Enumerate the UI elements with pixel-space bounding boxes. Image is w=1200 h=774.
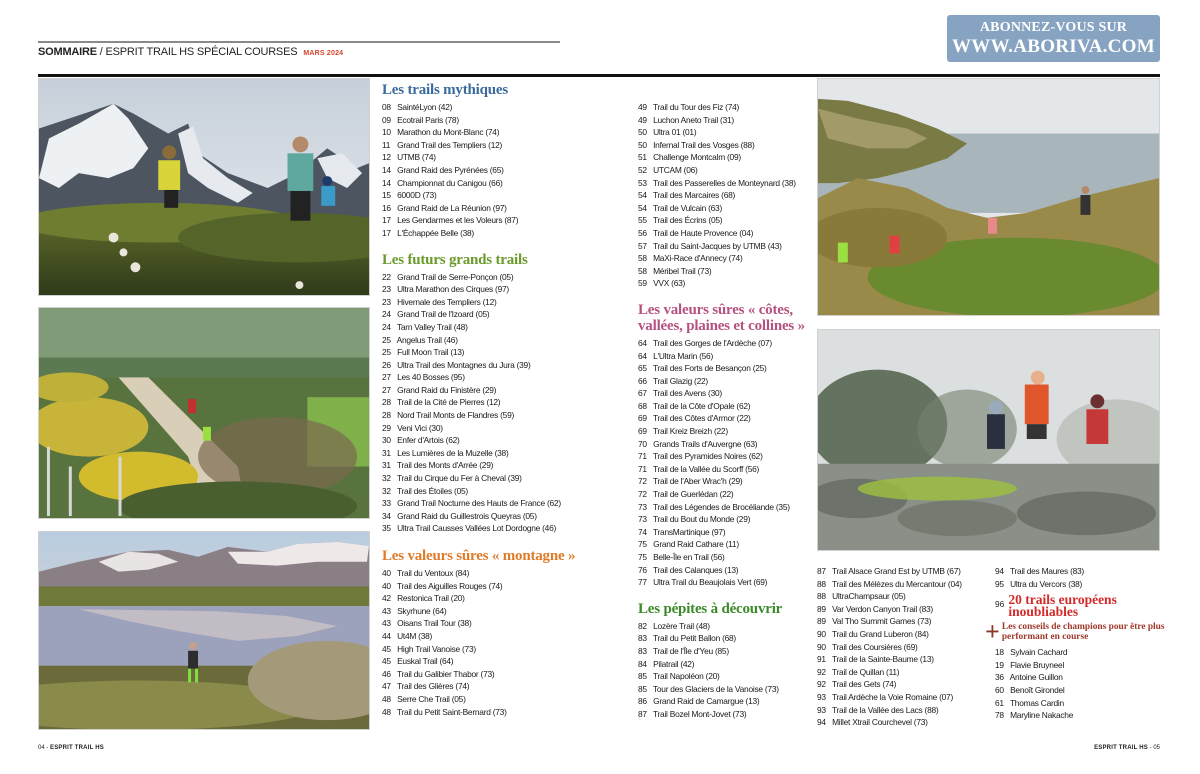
- toc-item[interactable]: 93 Trail de la Vallée des Lacs (88): [817, 704, 939, 715]
- toc-item[interactable]: 45 High Trail Vanoise (73): [382, 643, 476, 654]
- toc-item[interactable]: 64 L'Ultra Marin (56): [638, 350, 714, 361]
- toc-item[interactable]: 15 6000D (73): [382, 190, 437, 201]
- toc-item[interactable]: 85 Trail Napoléon (20): [638, 671, 720, 682]
- toc-item[interactable]: 77 Ultra Trail du Beaujolais Vert (69): [638, 577, 768, 588]
- conseils-title: Les conseils de champions pour être plus performant en course: [1001, 622, 1165, 643]
- toc-item[interactable]: 40 Trail du Ventoux (84): [382, 568, 470, 578]
- section-valeurs-cotes: [638, 302, 813, 589]
- toc-item[interactable]: 59 VVX (63): [638, 278, 686, 289]
- toc-item[interactable]: 70 Grands Trails d'Auvergne (63): [638, 438, 758, 449]
- toc-item[interactable]: 95 Ultra du Vercors (38): [995, 578, 1083, 589]
- toc-item[interactable]: 31 Trail des Monts d'Arrée (29): [382, 460, 494, 471]
- photo-coastal-trail: [817, 78, 1160, 316]
- section-conseils-champions: [985, 617, 1165, 647]
- toc-item[interactable]: 94 Millet Xtrail Courchevel (73): [817, 717, 928, 728]
- toc-item[interactable]: 51 Challenge Montcalm (09): [638, 152, 741, 163]
- toc-item[interactable]: 64 Trail des Gorges de l'Ardèche (07): [638, 337, 772, 348]
- toc-item[interactable]: 27 Les 40 Bosses (95): [382, 372, 465, 383]
- toc-item[interactable]: 91 Trail de la Sainte-Baume (13): [817, 654, 934, 665]
- toc-item[interactable]: 48 Serre Che Trail (05): [382, 693, 466, 704]
- toc-item[interactable]: 17 L'Échappée Belle (38): [382, 227, 474, 238]
- toc-item[interactable]: 25 Angelus Trail (46): [382, 334, 458, 345]
- section-pepites: [638, 601, 813, 721]
- toc-column-1: [382, 82, 622, 726]
- toc-item[interactable]: 66 Trail Glazig (22): [638, 375, 708, 386]
- toc-item[interactable]: 09 Ecotrail Paris (78): [382, 114, 459, 125]
- toc-item[interactable]: 10 Marathon du Mont-Blanc (74): [382, 127, 500, 138]
- toc-item[interactable]: 49 Trail du Tour des Fiz (74): [638, 102, 740, 112]
- toc-column-4: [985, 565, 1165, 722]
- photo-lake-reflection: [38, 531, 370, 730]
- toc-item[interactable]: 68 Trail de la Côte d'Opale (62): [638, 400, 751, 411]
- toc-column-2: [638, 101, 813, 729]
- toc-item[interactable]: 93 Trail Ardèche la Voie Romaine (07): [817, 691, 954, 702]
- toc-list: [638, 337, 813, 589]
- toc-item[interactable]: 43 Oisans Trail Tour (38): [382, 618, 472, 629]
- photo-rocky-fog: [817, 329, 1160, 551]
- toc-item[interactable]: 49 Luchon Aneto Trail (31): [638, 114, 734, 125]
- toc-item[interactable]: 92 Trail de Quillan (11): [817, 666, 900, 677]
- toc-item[interactable]: 92 Trail des Gets (74): [817, 679, 897, 690]
- toc-item[interactable]: 65 Trail des Forts de Besançon (25): [638, 363, 767, 374]
- section-title: Les valeurs sûres « côtes, vallées, plaines et collines »: [638, 301, 805, 334]
- toc-item[interactable]: 71 Trail de la Vallée du Scorff (56): [638, 463, 760, 474]
- footer-right: ESPRIT TRAIL HS - 05: [1094, 745, 1160, 751]
- toc-list: [382, 101, 622, 240]
- toc-item[interactable]: 29 Veni Vici (30): [382, 422, 443, 433]
- toc-item[interactable]: 32 Trail du Cirque du Fer à Cheval (39): [382, 473, 522, 484]
- toc-item[interactable]: 83 Trail du Petit Ballon (68): [638, 633, 736, 644]
- toc-item[interactable]: 90 Trail des Coursières (69): [817, 641, 918, 652]
- toc-item[interactable]: 28 Trail de la Cité de Pierres (12): [382, 397, 501, 408]
- toc-item[interactable]: 87 Trail Alsace Grand Est by UTMB (67): [817, 566, 961, 576]
- toc-item[interactable]: 27 Grand Raid du Finistère (29): [382, 384, 497, 395]
- toc-item[interactable]: 87 Trail Bozel Mont-Jovet (73): [638, 708, 747, 719]
- top-divider: [38, 74, 1160, 77]
- toc-list: [638, 620, 813, 721]
- toc-item[interactable]: 43 Skyrhune (64): [382, 605, 447, 616]
- toc-item[interactable]: 73 Trail du Bout du Monde (29): [638, 514, 751, 525]
- subscribe-banner[interactable]: [947, 15, 1160, 62]
- toc-item[interactable]: 28 Nord Trail Monts de Flandres (59): [382, 410, 515, 421]
- toc-item[interactable]: 56 Trail de Haute Provence (04): [638, 227, 754, 238]
- toc-item[interactable]: 48 Trail du Petit Saint-Bernard (73): [382, 706, 507, 717]
- toc-item[interactable]: 31 Les Lumières de la Muzelle (38): [382, 447, 509, 458]
- photo-gorse-path: [38, 307, 370, 519]
- toc-item[interactable]: 46 Trail du Galibier Thabor (73): [382, 668, 495, 679]
- toc-item[interactable]: 89 Var Verdon Canyon Trail (83): [817, 603, 933, 614]
- toc-item[interactable]: 60 Benoît Girondel: [995, 684, 1065, 695]
- section-trails-europeens[interactable]: [995, 594, 1165, 618]
- toc-item[interactable]: 86 Grand Raid de Camargue (13): [638, 696, 760, 707]
- toc-item[interactable]: 33 Grand Trail Nocturne des Hauts de France (62): [382, 498, 561, 509]
- toc-item[interactable]: 12 UTMB (74): [382, 152, 436, 163]
- toc-item[interactable]: 75 Grand Raid Cathare (11): [638, 539, 739, 550]
- toc-item[interactable]: 36 Antoine Guillon: [995, 672, 1063, 683]
- toc-item[interactable]: 53 Trail des Passerelles de Monteynard (38): [638, 177, 796, 188]
- toc-item[interactable]: 16 Grand Raid de La Réunion (97): [382, 202, 507, 213]
- toc-list-champions: [995, 646, 1165, 722]
- header-subtitle: ESPRIT TRAIL HS SPÉCIAL COURSES: [105, 46, 298, 58]
- toc-item[interactable]: 32 Trail des Étoiles (05): [382, 485, 468, 496]
- subscribe-url[interactable]: WWW.ABORIVA.COM: [952, 36, 1155, 57]
- toc-item[interactable]: 19 Flavie Bruyneel: [995, 659, 1065, 670]
- toc-list-pepites-continued-2: [995, 565, 1165, 590]
- header-section: SOMMAIRE: [38, 46, 97, 58]
- toc-item[interactable]: 61 Thomas Cardin: [995, 697, 1064, 708]
- toc-item[interactable]: 76 Trail des Calanques (13): [638, 564, 739, 575]
- section-title: Les pépites à découvrir: [638, 600, 783, 617]
- toc-item[interactable]: 25 Full Moon Trail (13): [382, 347, 465, 358]
- toc-item[interactable]: 34 Grand Raid du Guillestrois Queyras (05): [382, 510, 537, 521]
- toc-item[interactable]: 55 Trail des Écrins (05): [638, 215, 723, 226]
- photo-alpine-runners: [38, 78, 370, 296]
- toc-item[interactable]: 14 Grand Raid des Pyrénées (65): [382, 164, 504, 175]
- toc-item[interactable]: 18 Sylvain Cachard: [995, 647, 1068, 658]
- toc-item[interactable]: 69 Trail Kreiz Breizh (22): [638, 426, 728, 437]
- header-separator: /: [96, 46, 106, 58]
- toc-item[interactable]: 26 Ultra Trail des Montagnes du Jura (39): [382, 359, 531, 370]
- toc-item[interactable]: 58 MaXi-Race d'Annecy (74): [638, 253, 743, 264]
- toc-item[interactable]: 84 Pilatrail (42): [638, 658, 695, 669]
- toc-item[interactable]: 35 Ultra Trail Causses Vallées Lot Dordogne (46): [382, 523, 557, 534]
- toc-item[interactable]: 54 Trail des Marcaires (68): [638, 190, 736, 201]
- toc-item[interactable]: 72 Trail de l'Aber Wrac'h (29): [638, 476, 743, 487]
- toc-item[interactable]: 23 Hivernale des Templiers (12): [382, 296, 497, 307]
- section-trails-mythiques: [382, 82, 622, 240]
- toc-item[interactable]: 54 Trail de Vulcain (63): [638, 202, 723, 213]
- toc-list: [382, 271, 622, 535]
- toc-list: [382, 567, 622, 718]
- toc-item[interactable]: 23 Ultra Marathon des Cirques (97): [382, 284, 509, 295]
- toc-item[interactable]: 50 Infernal Trail des Vosges (88): [638, 139, 755, 150]
- section-title: Les futurs grands trails: [382, 251, 528, 268]
- toc-item[interactable]: 90 Trail du Grand Luberon (84): [817, 628, 929, 639]
- toc-item[interactable]: 88 Trail des Mélèzes du Mercantour (04): [817, 578, 962, 589]
- toc-item[interactable]: 08 SaintéLyon (42): [382, 102, 453, 112]
- toc-item[interactable]: 74 TransMartinique (97): [638, 526, 726, 537]
- toc-item[interactable]: 24 Tarn Valley Trail (48): [382, 321, 468, 332]
- toc-item[interactable]: 44 Ut4M (38): [382, 630, 433, 641]
- toc-item[interactable]: 52 UTCAM (06): [638, 164, 698, 175]
- toc-item[interactable]: 67 Trail des Avens (30): [638, 388, 722, 399]
- toc-item[interactable]: 88 UltraChampsaur (05): [817, 591, 906, 602]
- toc-item[interactable]: 11 Grand Trail des Templiers (12): [382, 139, 503, 150]
- toc-item[interactable]: 89 Val Tho Summit Games (73): [817, 616, 932, 627]
- toc-item[interactable]: 82 Lozère Trail (48): [638, 620, 710, 631]
- toc-item[interactable]: 73 Trail des Légendes de Brocéliande (35): [638, 501, 790, 512]
- toc-item[interactable]: 83 Trail de l'Île d'Yeu (85): [638, 645, 729, 656]
- toc-item[interactable]: 14 Championnat du Canigou (66): [382, 177, 503, 188]
- section-valeurs-montagne: [382, 548, 622, 718]
- toc-item[interactable]: 17 Les Gendarmes et les Voleurs (87): [382, 215, 519, 226]
- toc-item[interactable]: 69 Trail des Côtes d'Armor (22): [638, 413, 751, 424]
- toc-item[interactable]: 47 Trail des Glières (74): [382, 681, 470, 692]
- toc-item[interactable]: 72 Trail de Guerlédan (22): [638, 489, 734, 500]
- toc-list-pepites-continued: [817, 565, 977, 729]
- footer-left: 04 - ESPRIT TRAIL HS: [38, 745, 104, 751]
- toc-item[interactable]: 78 Maryline Nakache: [995, 710, 1074, 721]
- toc-item[interactable]: 50 Ultra 01 (01): [638, 127, 697, 138]
- plus-icon: +: [985, 617, 1000, 647]
- toc-item[interactable]: 71 Trail des Pyramides Noires (62): [638, 451, 763, 462]
- page-header: [38, 46, 343, 58]
- footer-left-page: 04: [38, 745, 45, 751]
- toc-item[interactable]: 22 Grand Trail de Serre-Ponçon (05): [382, 271, 514, 282]
- toc-item[interactable]: 24 Grand Trail de l'Izoard (05): [382, 309, 490, 320]
- toc-item[interactable]: 58 Méribel Trail (73): [638, 265, 712, 276]
- toc-item[interactable]: 94 Trail des Maures (83): [995, 566, 1084, 576]
- footer-right-page: 05: [1153, 745, 1160, 751]
- footer-left-title: ESPRIT TRAIL HS: [50, 745, 104, 751]
- header-date: MARS 2024: [303, 50, 344, 57]
- footer-right-title: ESPRIT TRAIL HS: [1094, 745, 1148, 751]
- section-futurs-grands-trails: [382, 252, 622, 535]
- toc-item[interactable]: 75 Belle-Île en Trail (56): [638, 552, 725, 562]
- section-title: Les valeurs sûres « montagne »: [382, 548, 576, 564]
- section-title: Les trails mythiques: [382, 82, 509, 98]
- toc-item[interactable]: 30 Enfer d'Artois (62): [382, 435, 460, 446]
- europeens-page: 96: [995, 599, 1005, 610]
- toc-item[interactable]: 45 Euskal Trail (64): [382, 656, 454, 667]
- toc-column-3: [817, 565, 977, 729]
- header-rule: [38, 41, 560, 43]
- toc-item[interactable]: 42 Restonica Trail (20): [382, 593, 465, 604]
- toc-list-montagne-continued: [638, 101, 813, 290]
- europeens-title: 20 trails européens inoubliables: [1008, 592, 1117, 620]
- subscribe-line1: ABONNEZ-VOUS SUR: [979, 20, 1128, 35]
- toc-item[interactable]: 40 Trail des Aiguilles Rouges (74): [382, 580, 503, 591]
- toc-item[interactable]: 85 Tour des Glaciers de la Vanoise (73): [638, 683, 779, 694]
- toc-item[interactable]: 57 Trail du Saint-Jacques by UTMB (43): [638, 240, 782, 251]
